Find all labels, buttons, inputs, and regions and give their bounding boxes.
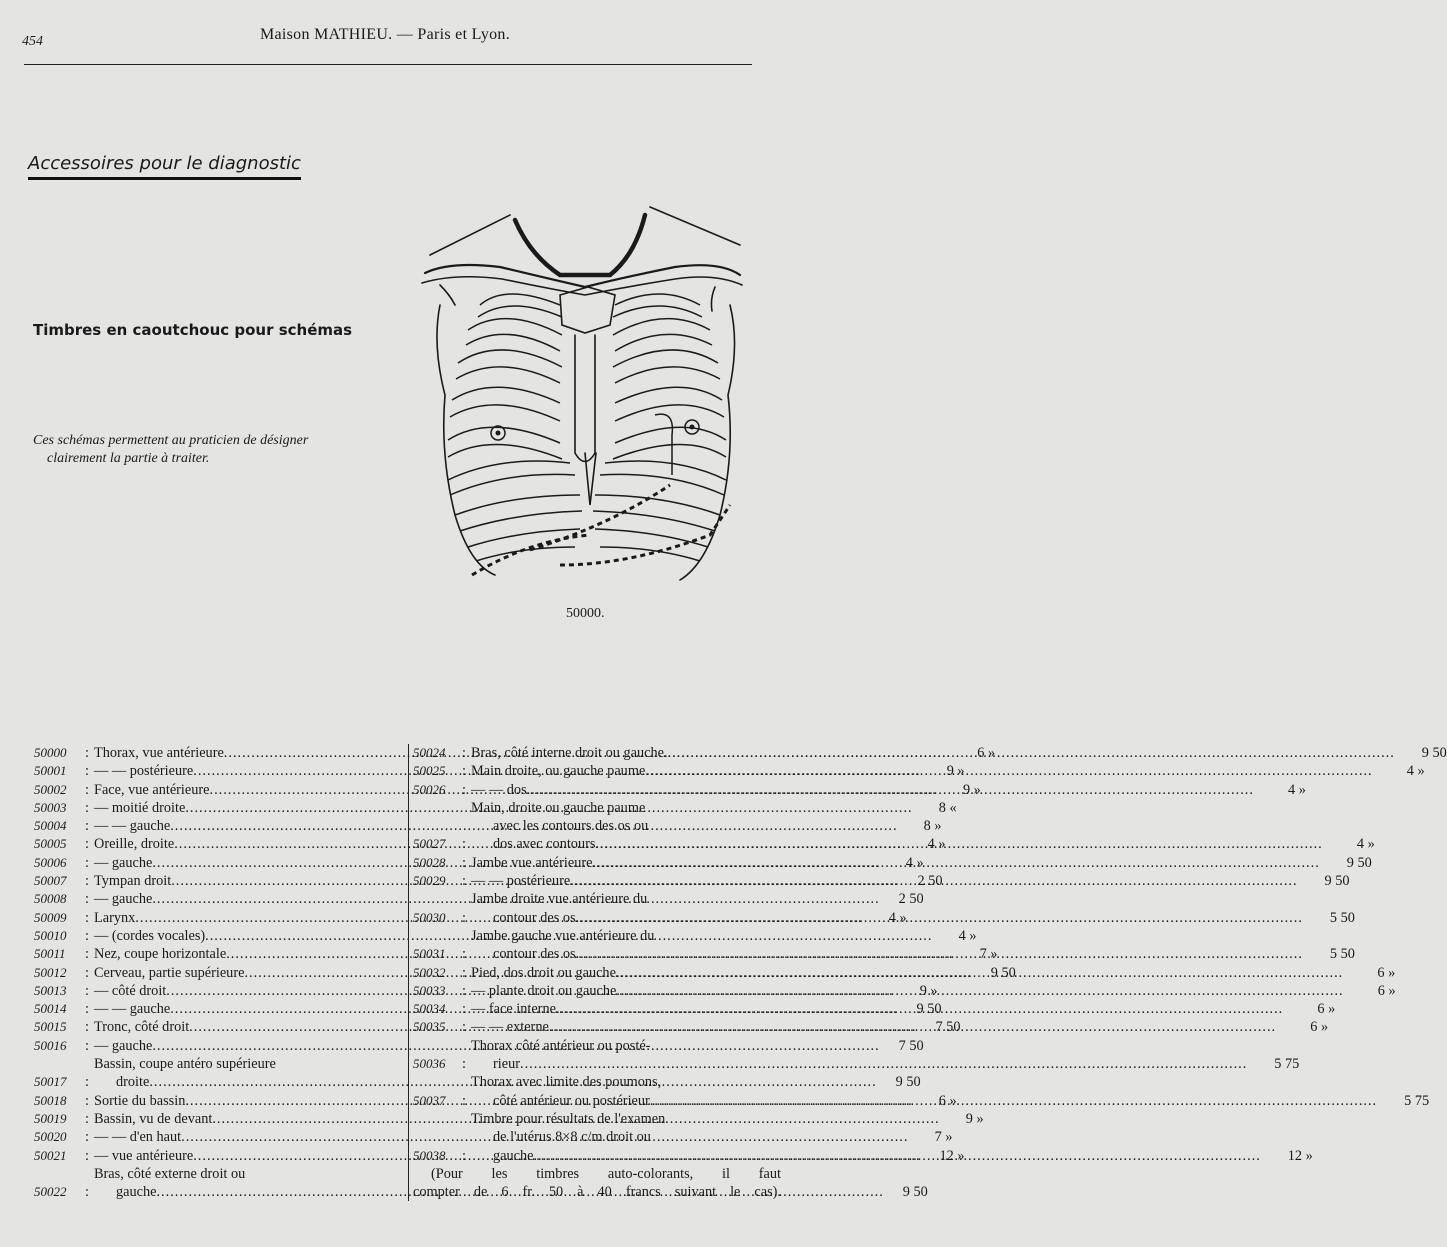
item-price: 8 « [938,799,957,816]
item-code: 50002 [34,781,67,797]
item-code: 50033 [413,982,446,998]
item-code: 50029 [413,873,446,889]
description-text: Pied, dos droit ou gauche [471,964,616,981]
item-price: 6 » [938,1092,957,1109]
description-text: Main, droite ou gauche paume [471,799,646,816]
item-description [471,890,1303,927]
description-text: — — postérieure [471,873,571,890]
separator: : [85,964,89,981]
description-text: Thorax côté antérieur ou posté- [471,1037,651,1054]
separator: : [85,891,89,908]
leader-dots [576,945,1303,963]
separator: : [85,909,89,926]
description-line [471,1055,1247,1073]
separator: : [462,854,466,871]
item-price: 9 50 [1324,873,1350,890]
separator: : [85,781,89,798]
description-text: gauche [116,1184,157,1201]
item-price: 4 » [1406,763,1425,780]
description-text: — (cordes vocales) [94,927,206,944]
item-code: 50013 [34,982,67,998]
separator: : [85,854,89,871]
item-description [471,762,1373,780]
item-price: 9 » [946,763,965,780]
separator: : [462,1056,466,1073]
item-code: 50001 [34,763,67,779]
item-code: 50030 [413,909,446,925]
thorax-illustration [410,195,760,605]
leader-dots [595,835,1322,853]
item-price: 9 50 [902,1184,928,1201]
separator: : [85,1110,89,1127]
item-price: 9 50 [1346,854,1372,871]
description-line [471,762,1373,780]
description-text: Thorax avec limite des poumons, [471,1074,662,1091]
description-text: Bras, côté externe droit ou [94,1165,246,1182]
description-text: contour des os [493,946,576,963]
description-line [471,1073,1377,1091]
description-text: droite [116,1074,150,1091]
description-line [471,1110,1261,1128]
description-text: — — d'en haut [94,1129,182,1146]
separator: : [462,1147,466,1164]
leader-dots [592,854,1319,872]
item-description [471,799,1323,854]
item-description [471,1037,1247,1074]
section-title: Accessoires pour le diagnostic [28,153,301,180]
description-text: dos avec contours [493,836,596,853]
item-description [471,872,1298,890]
item-code: 50034 [413,1001,446,1017]
note-line-1: (Pour les timbres auto-colorants, il faut [431,1165,781,1182]
description-line-2: clairement la partie à traiter. [47,451,210,466]
description-line [471,799,1323,817]
description-line [471,781,1254,799]
header-rule [24,64,752,65]
leader-dots [616,982,1343,1000]
item-price: 4 » [888,909,907,926]
separator: : [462,763,466,780]
item-code: 50035 [413,1019,446,1035]
item-code: 50028 [413,854,446,870]
description-text: Bras, côté interne droit ou gauche. [471,745,668,761]
leader-dots [645,762,1372,780]
separator: : [462,946,466,963]
description-text: Nez, coupe horizontale [94,946,227,963]
item-description [471,982,1344,1000]
description-line [471,890,1303,908]
separator: : [462,964,466,981]
description-text: — face interne [471,1001,556,1018]
item-code: 50003 [34,799,67,815]
catalog-entry [413,982,1396,1000]
description-text: Timbre pour résultats de l'examen [471,1110,666,1127]
item-code: 50008 [34,891,67,907]
item-code: 50011 [34,946,66,962]
item-price: 4 » [927,836,946,853]
figure-caption: 50000. [566,606,605,621]
separator: : [85,946,89,963]
leader-dots [549,1018,1276,1036]
item-price: 7 50 [898,1037,924,1054]
description-text: Sortie du bassin [94,1092,186,1109]
page-number: 454 [22,34,43,49]
description-line [471,927,1303,945]
item-price: 9 50 [895,1074,921,1091]
item-price: 5 75 [1404,1092,1430,1109]
item-price: 4 » [1356,836,1375,853]
separator: : [462,1019,466,1036]
description-text: contour des os [493,909,576,926]
separator: : [85,799,89,816]
description-text: Jambe droite vue antérieure du [471,891,648,908]
item-code: 50024 [413,745,446,760]
leader-dots [668,744,1395,762]
separator: : [462,836,466,853]
description-text: Larynx [94,909,136,926]
catalog-entry [413,762,1425,780]
page-header: Maison MATHIEU. — Paris et Lyon. [259,26,511,43]
item-description [471,1000,1283,1018]
item-code: 50012 [34,964,67,980]
separator: : [462,745,466,761]
description-line [471,982,1344,1000]
description-line-1: Ces schémas permettent au praticien de désigner [33,433,309,448]
item-description [471,927,1303,964]
item-code: 50025 [413,763,446,779]
leader-dots [616,964,1343,982]
item-description [471,1018,1276,1036]
separator: : [85,818,89,835]
separator: : [85,763,89,780]
description-line [471,964,1343,982]
item-description [471,1073,1377,1110]
separator: : [85,1129,89,1146]
description-text: Tympan droit [94,873,172,890]
subsection-title: Timbres en caoutchouc pour schémas [33,321,353,339]
separator: : [85,745,89,761]
item-code: 50007 [34,873,67,889]
item-description [471,781,1254,799]
item-code: 50019 [34,1110,67,1126]
item-price: 6 » [1377,982,1396,999]
description-text: — — dos [471,781,527,798]
catalog-entry [413,854,1372,872]
item-code: 50032 [413,964,446,980]
description-text: — gauche [94,854,153,871]
separator: : [85,982,89,999]
item-code: 50037 [413,1092,446,1108]
leader-dots [576,909,1303,927]
description-text: rieur [493,1056,520,1073]
description-text: Main droite, ou gauche paume [471,763,646,780]
separator: : [462,1001,466,1018]
item-price: 12 » [939,1147,965,1164]
separator: : [85,1184,89,1201]
description-line [471,1092,1377,1110]
item-price: 5 50 [1329,946,1355,963]
separator: : [462,1092,466,1109]
catalog-entry [413,781,1306,799]
description-text: — vue antérieure [94,1147,194,1164]
leader-dots [570,872,1297,890]
item-description [471,964,1343,982]
item-code: 50000 [34,745,67,760]
item-price: 9 50 [1421,745,1447,761]
description-text: — — gauche [94,1001,171,1018]
separator: : [85,1001,89,1018]
item-description [471,854,1320,872]
item-price: 7 50 [935,1019,961,1036]
description-line [471,909,1303,927]
description-line [471,1147,1261,1165]
item-price: 8 » [923,818,942,835]
item-code: 50020 [34,1129,67,1145]
item-code: 50014 [34,1001,67,1017]
description-line [471,1000,1283,1018]
item-price: 4 » [958,927,977,944]
leader-dots [527,781,1254,799]
description-text: Jambe gauche vue antérieure du [471,927,655,944]
description-text: — côté droit [94,982,167,999]
description-text: Face, vue antérieure [94,781,210,798]
description-text: Bassin, vu de devant [94,1110,213,1127]
item-code: 50005 [34,836,67,852]
description-line [471,854,1320,872]
item-code: 50038 [413,1147,446,1163]
leader-dots [556,1000,1283,1018]
description-text: — — gauche [94,818,171,835]
item-price: 5 75 [1274,1056,1300,1073]
item-code: 50036 [413,1056,446,1072]
item-code: 50026 [413,781,446,797]
description-text: gauche [493,1147,534,1164]
leader-dots [533,1147,1260,1165]
separator: : [462,982,466,999]
description-text: — — postérieure [94,763,194,780]
description-line [471,945,1303,963]
item-price: 2 50 [917,873,943,890]
item-code: 50015 [34,1019,67,1035]
separator: : [85,1074,89,1091]
leader-dots [520,1055,1247,1073]
description-text: — moitié droite [94,799,186,816]
separator: : [85,1092,89,1109]
separator: : [462,873,466,890]
description-text: — gauche [94,1037,153,1054]
item-code: 50009 [34,909,67,925]
description-line [471,817,1323,835]
item-price: 6 » [1317,1001,1336,1018]
item-price: 6 » [1310,1019,1329,1036]
item-code: 50006 [34,854,67,870]
description-text: avec les contours des os ou [493,818,649,835]
leader-dots [650,1092,1377,1110]
item-code: 50031 [413,946,446,962]
description-line [471,1128,1261,1146]
item-price: 4 » [1288,781,1306,798]
separator: : [462,781,466,798]
description-text: Cerveau, partie supérieure [94,964,245,981]
catalog-entry [413,744,1447,762]
item-code: 50004 [34,818,67,834]
description [33,432,413,468]
description-text: Oreille, droite [94,836,175,853]
description-text: Tronc, côté droit [94,1019,190,1036]
item-code: 50016 [34,1037,67,1053]
description-line [471,1037,1247,1055]
item-price: 7 » [934,1129,953,1146]
description-text: — plante droit ou gauche [471,982,617,999]
separator: : [85,927,89,944]
description-line [471,872,1298,890]
item-code: 50021 [34,1147,67,1163]
item-description [471,744,1395,762]
separator: : [85,1037,89,1054]
separator: : [462,909,466,926]
item-price: 7 » [979,946,998,963]
description-line [471,744,1395,762]
item-code: 50027 [413,836,446,852]
item-code: 50022 [34,1184,67,1200]
separator: : [85,1019,89,1036]
catalog-entry [413,927,1355,964]
description-text: Jambe vue antérieure [471,854,593,871]
item-price: 12 » [1287,1147,1313,1164]
item-code: 50018 [34,1092,67,1108]
catalog-entry [413,1110,1313,1165]
separator: : [85,873,89,890]
item-price: 5 50 [1329,909,1355,926]
description-line [471,1018,1276,1036]
item-price: 9 50 [916,1001,942,1018]
item-description [471,1110,1261,1165]
description-text: de l'utérus 8×8 c/m droit ou [493,1129,651,1146]
item-price: 4 » [905,854,924,871]
item-price: 9 50 [990,964,1016,981]
item-price: 9 » [962,781,981,798]
item-price: 6 » [1377,964,1396,981]
catalog-entry [413,799,1375,854]
description-text: Bassin, coupe antéro supérieure [94,1056,276,1073]
item-price: 2 50 [898,891,924,908]
item-price: 9 » [965,1110,984,1127]
description-text: — — externe [471,1019,549,1036]
description-text: — gauche [94,891,153,908]
note-line-2: compter de 6 fr. 50 à 40 francs suivant le cas). [413,1184,781,1201]
item-price: 6 » [977,745,996,761]
description-line [471,835,1323,853]
description-text: côté antérieur ou postérieur [493,1092,650,1109]
item-code: 50017 [34,1074,67,1090]
item-price: 9 » [919,982,938,999]
separator: : [85,836,89,853]
item-code: 50010 [34,927,67,943]
description-text: Thorax, vue antérieure [94,745,224,761]
separator: : [85,1147,89,1164]
